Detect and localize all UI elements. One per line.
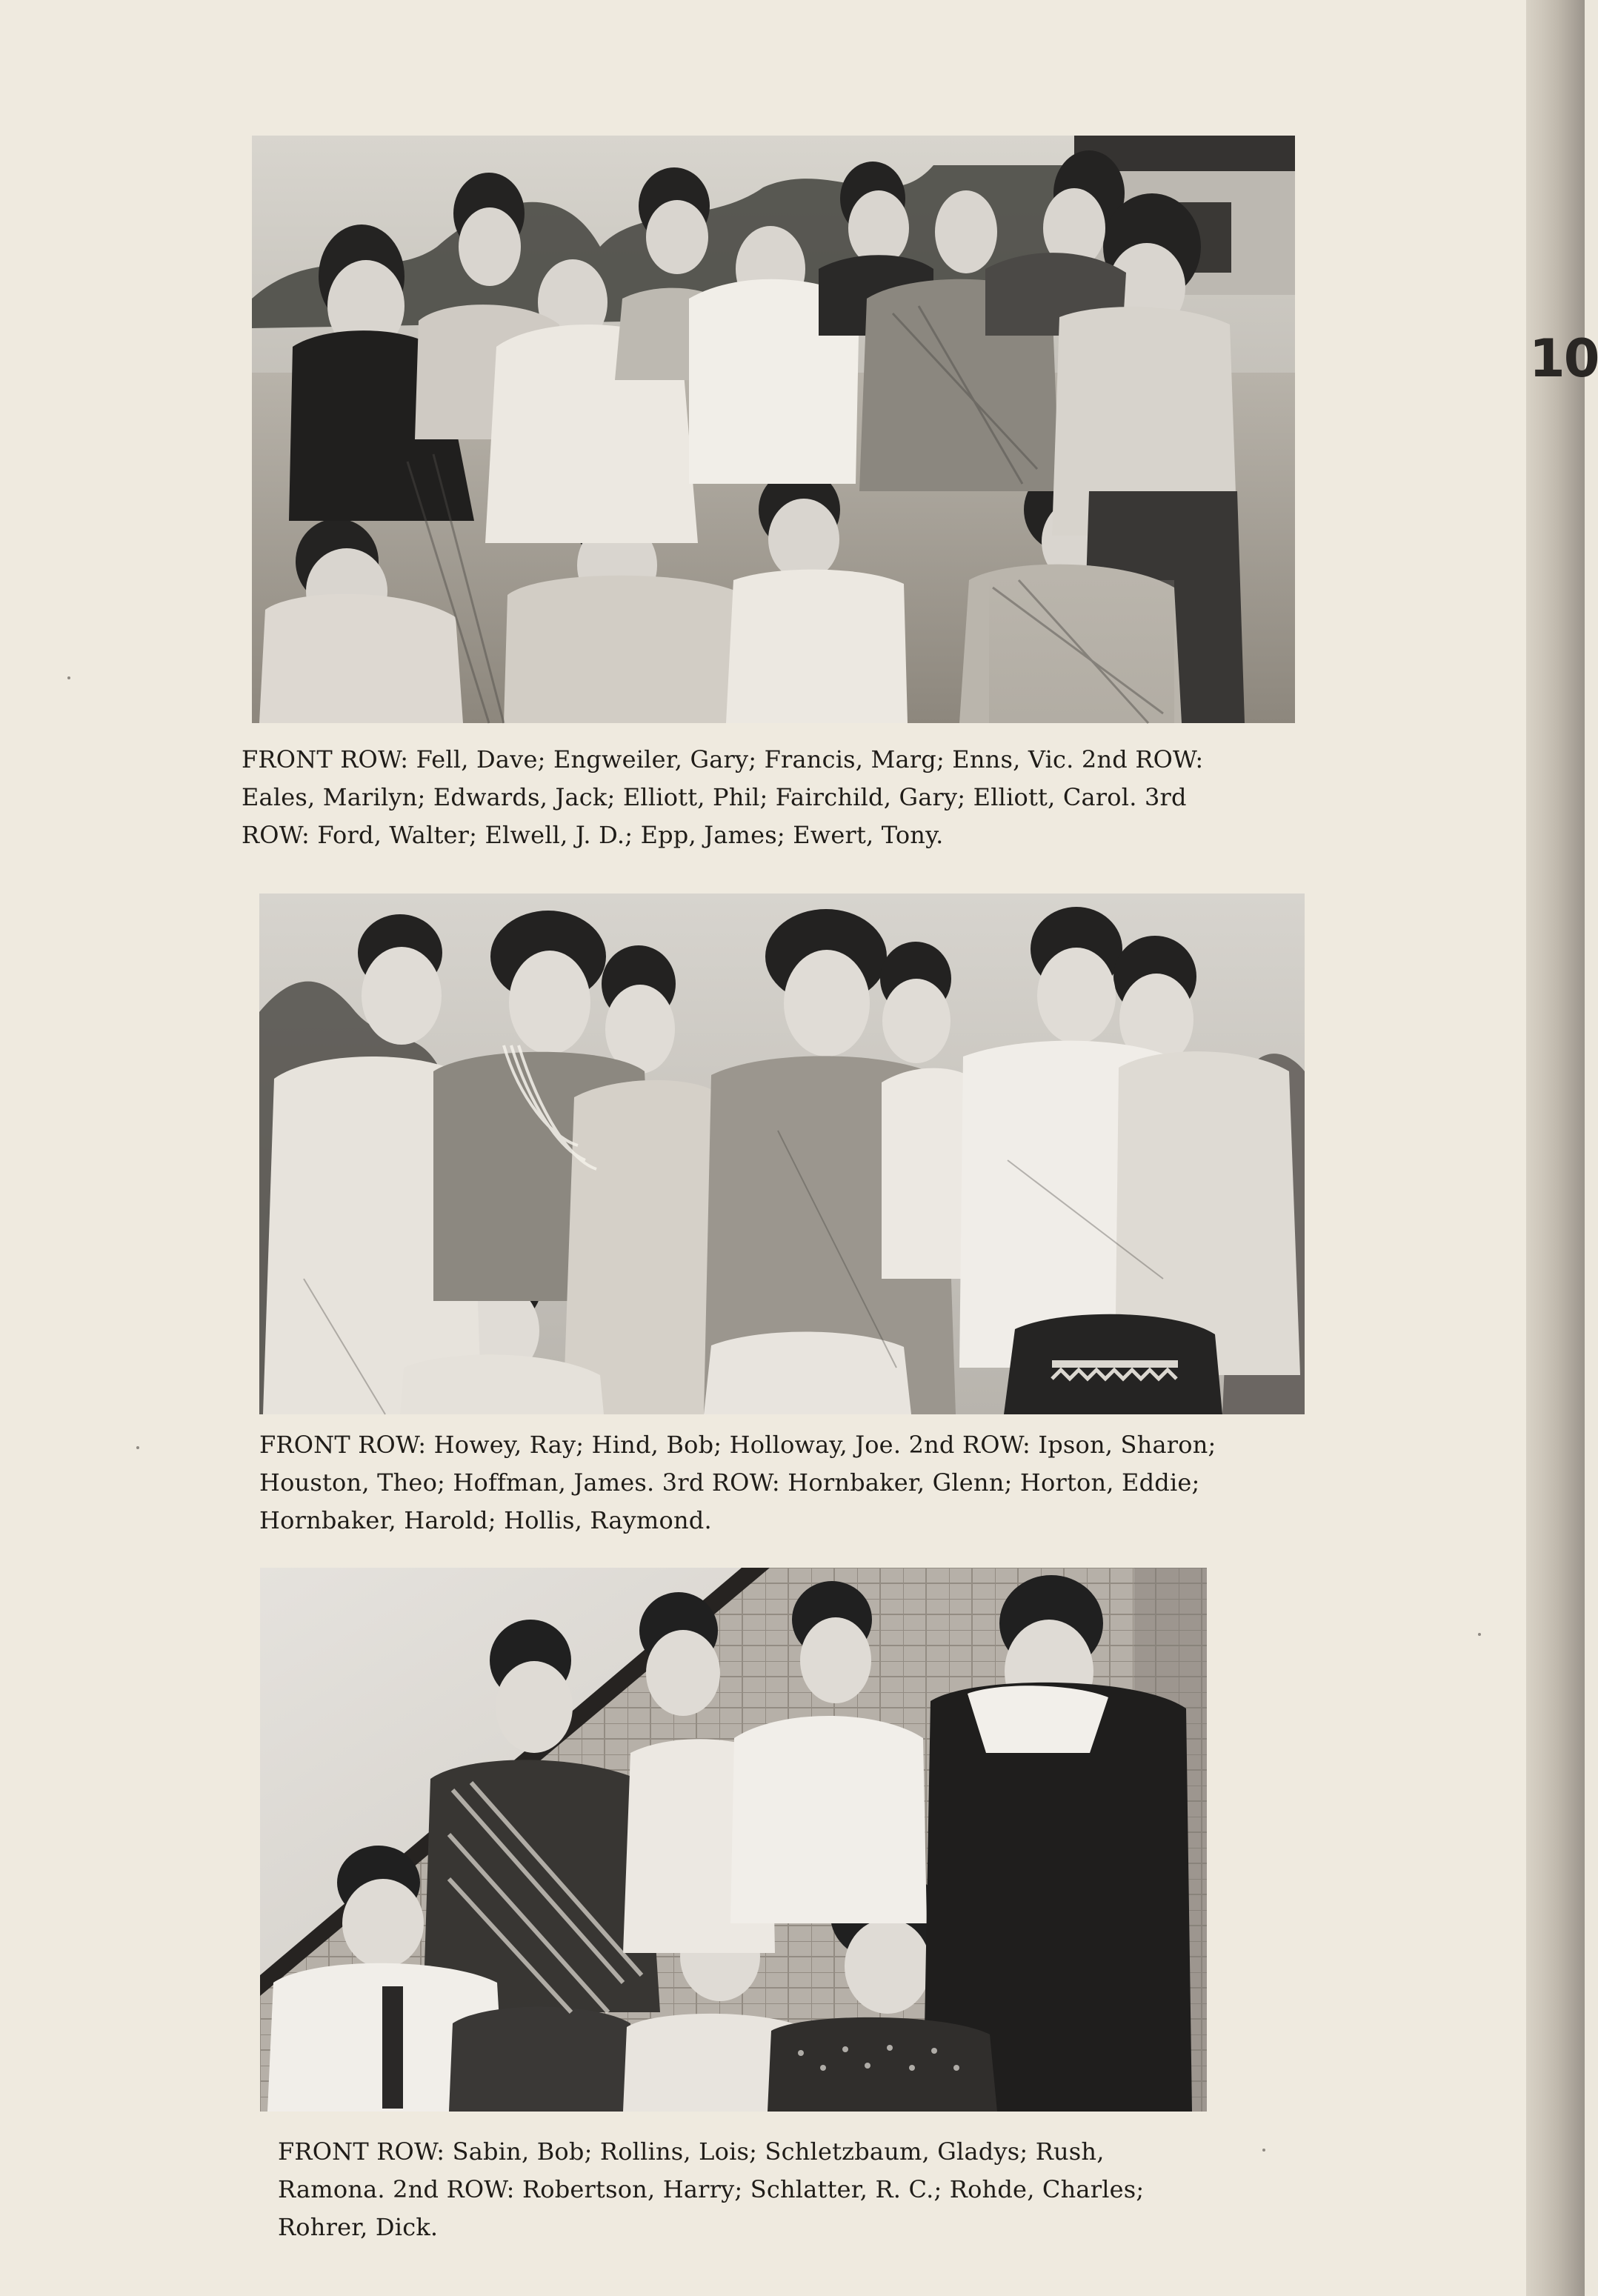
group-photo-2-image xyxy=(259,894,1305,1414)
group-photo-3 xyxy=(260,1568,1207,2112)
caption-3-line-1: FRONT ROW: Sabin, Bob; Rollins, Lois; Schletzbaum, Gladys; Rush, xyxy=(278,2137,1105,2166)
caption-1-line-2: Eales, Marilyn; Edwards, Jack; Elliott, Phil; Fairchild, Gary; Elliott, Carol. 3rd xyxy=(242,783,1187,811)
caption-3-line-2: Ramona. 2nd ROW: Robertson, Harry; Schlatter, R. C.; Rohde, Charles; xyxy=(278,2175,1145,2203)
paper-speck xyxy=(1478,1633,1481,1636)
paper-speck xyxy=(67,676,70,679)
page-number: 10 xyxy=(1529,328,1598,389)
paper-speck xyxy=(1262,2149,1265,2152)
group-photo-1 xyxy=(252,136,1295,723)
group-photo-1-image xyxy=(252,136,1295,723)
caption-1-line-3: ROW: Ford, Walter; Elwell, J. D.; Epp, James; Ewert, Tony. xyxy=(242,821,944,849)
caption-2-line-1: FRONT ROW: Howey, Ray; Hind, Bob; Holloway, Joe. 2nd ROW: Ipson, Sharon; xyxy=(259,1431,1216,1459)
caption-1-line-1: FRONT ROW: Fell, Dave; Engweiler, Gary; Francis, Marg; Enns, Vic. 2nd ROW: xyxy=(242,745,1204,773)
caption-2-line-3: Hornbaker, Harold; Hollis, Raymond. xyxy=(259,1506,712,1534)
paper-speck xyxy=(136,1446,139,1449)
caption-2-line-2: Houston, Theo; Hoffman, James. 3rd ROW: Hornbaker, Glenn; Horton, Eddie; xyxy=(259,1468,1200,1497)
caption-3-line-3: Rohrer, Dick. xyxy=(278,2213,439,2241)
caption-2 xyxy=(259,1426,1294,1540)
caption-1 xyxy=(242,741,1288,854)
caption-3 xyxy=(278,2133,1239,2246)
group-photo-3-image xyxy=(260,1568,1207,2112)
group-photo-2 xyxy=(259,894,1305,1414)
